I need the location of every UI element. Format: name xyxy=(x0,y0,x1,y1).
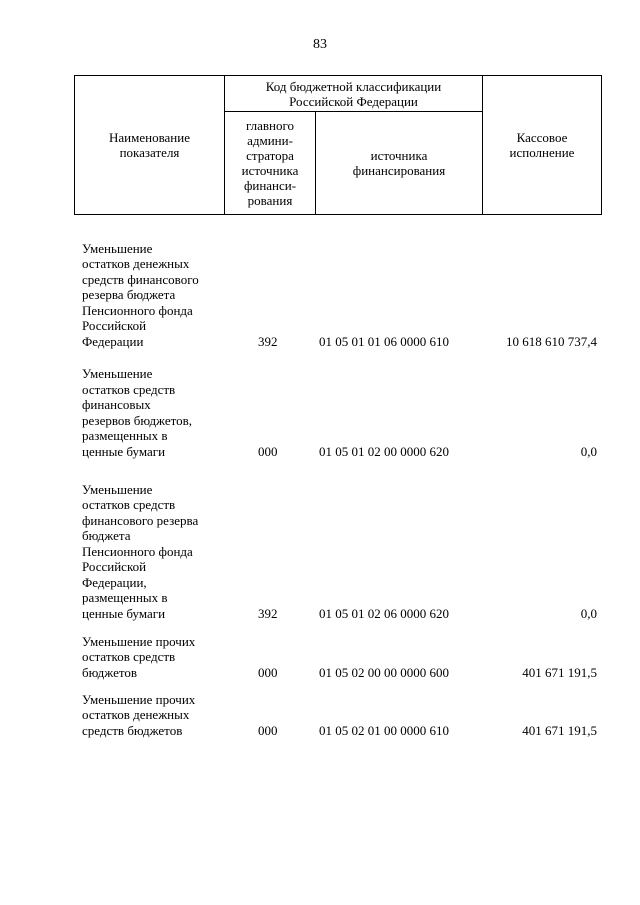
cash-amount: 10 618 610 737,4 xyxy=(506,333,597,349)
cash-amount: 0,0 xyxy=(580,443,597,459)
header-indicator-name: Наименование показателя xyxy=(109,130,190,160)
indicator-name: Уменьшение остатков средств финансового резерва бюджета Пенсионного фонда Российской Федерации, размещенных в ценные бумаги xyxy=(82,481,199,621)
table-row xyxy=(74,688,602,738)
table-row xyxy=(74,468,602,621)
table-row xyxy=(74,630,602,680)
indicator-name: Уменьшение прочих остатков денежных средств бюджетов xyxy=(82,691,196,738)
cash-amount: 0,0 xyxy=(580,605,597,621)
cash-amount: 401 671 191,5 xyxy=(522,722,597,738)
table-row xyxy=(74,358,602,459)
source-code: 01 05 01 02 00 0000 620 xyxy=(319,443,449,459)
indicator-name: Уменьшение прочих остатков средств бюджетов xyxy=(82,633,196,680)
admin-code: 000 xyxy=(258,443,278,459)
cash-amount: 401 671 191,5 xyxy=(522,664,597,680)
header-cash-execution: Кассовое исполнение xyxy=(509,130,575,160)
source-code: 01 05 01 01 06 0000 610 xyxy=(319,333,449,349)
source-code: 01 05 02 00 00 0000 600 xyxy=(319,664,449,680)
indicator-name: Уменьшение остатков денежных средств финансового резерва бюджета Пенсионного фонда Российской Федерации xyxy=(82,240,199,349)
header-budget-code: Код бюджетной классификации Российской Федерации xyxy=(265,78,442,109)
table-row xyxy=(74,232,602,349)
table-header xyxy=(74,75,602,215)
page-number: 83 xyxy=(313,37,327,52)
source-code: 01 05 02 01 00 0000 610 xyxy=(319,722,449,738)
admin-code: 000 xyxy=(258,722,278,738)
source-code: 01 05 01 02 06 0000 620 xyxy=(319,605,449,621)
header-admin-code: главного админи- стратора источника финанси- рования xyxy=(241,118,299,208)
admin-code: 392 xyxy=(258,333,278,349)
admin-code: 000 xyxy=(258,664,278,680)
indicator-name: Уменьшение остатков средств финансовых резервов бюджетов, размещенных в ценные бумаги xyxy=(82,366,193,459)
admin-code: 392 xyxy=(258,605,278,621)
header-source-code: источника финансирования xyxy=(352,148,446,178)
